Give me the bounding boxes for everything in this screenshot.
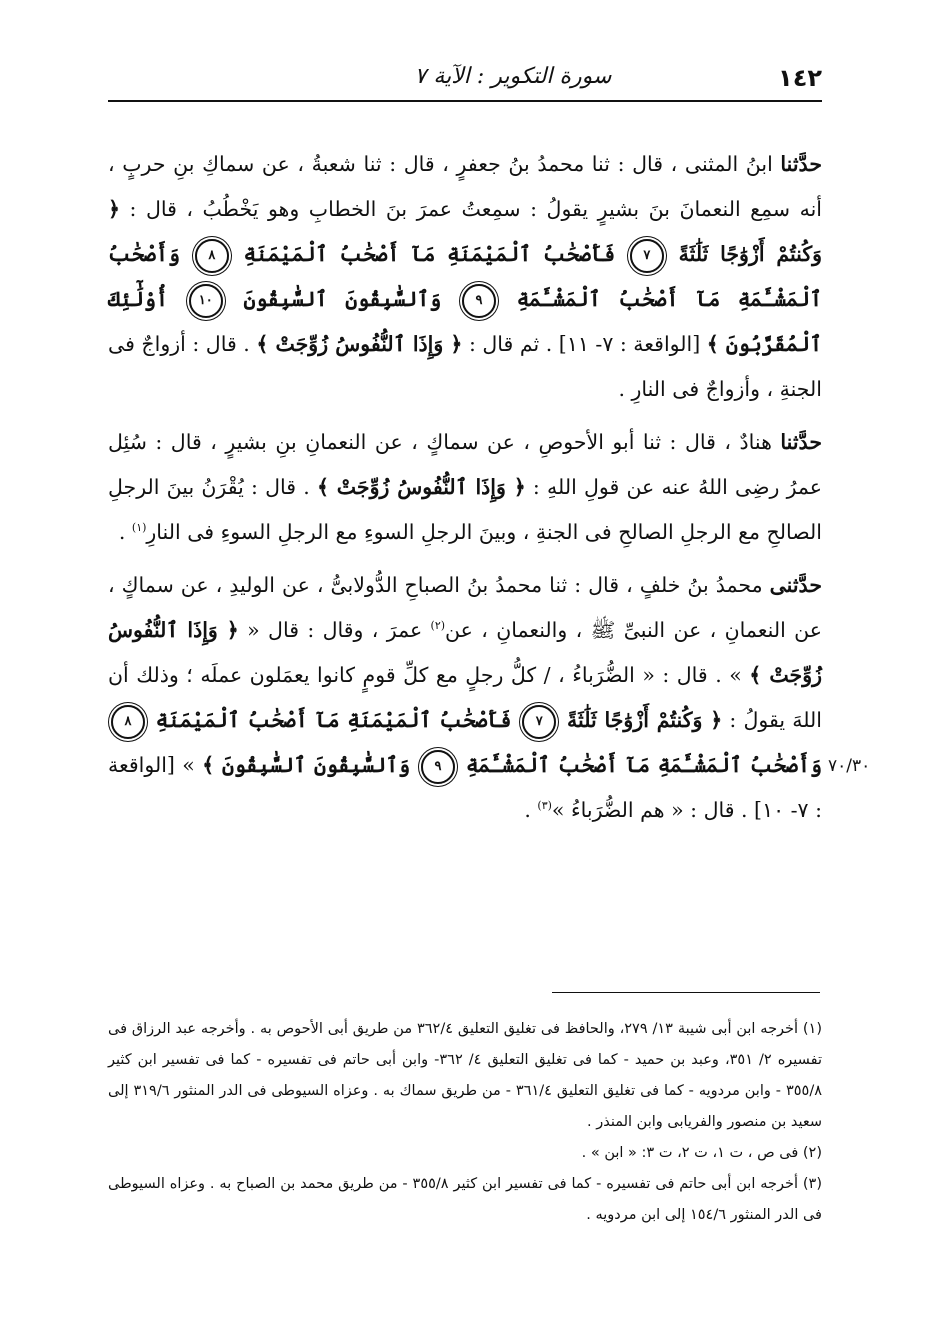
ayah-marker: ٨ (111, 705, 145, 739)
footnote-ref[interactable]: (٣) (537, 799, 552, 813)
footnotes (108, 1014, 822, 1231)
page-header (108, 58, 822, 102)
footnote-ref[interactable]: (٢) (430, 619, 446, 633)
ayah-marker: ٧ (630, 239, 664, 273)
footnote-2: (٢) فى ص ، ت ١، ت ٢، ت ٣: « ابن » . (581, 1145, 822, 1161)
text-span: » . قال : « الضُّرَباءُ ، / كلُّ رجلٍ مع كلِّ قومٍ كانوا يعمَلون عملَه ؛ وذلك أن اللهَ يقولُ : (108, 663, 822, 732)
text-span: ابنُ المثنى ، قال : ثنا محمدُ بنُ جعفرٍ ، قال : ثنا شعبةُ ، عن سماكِ بنِ حربٍ ، أنه سمِع النعمانَ بنَ بشيرٍ يقولُ : سمِعتُ عمرَ بنَ الخطابِ وهو يَخْطُبُ ، قال : (108, 152, 822, 221)
footnote-rule (552, 992, 820, 993)
ayah-marker: ٩ (421, 750, 455, 784)
margin-note: ٧٠/٣٠ (828, 756, 871, 776)
quran-verse: وَٱلسَّٰبِقُونَ ٱلسَّٰبِقُونَ ﴾ (202, 753, 419, 777)
page-number: ١٤٢ (778, 64, 822, 92)
quran-verse: ﴿ وَكُنتُمْ أَزْوَٰجًا ثَلَٰثَةً (108, 197, 822, 266)
quran-verse: فَأَصْحَٰبُ ٱلْمَيْمَنَةِ مَآ أَصْحَٰبُ ٱلْمَيْمَنَةِ (148, 708, 520, 732)
verse-reference: » [الواقعة : ٧- ١٠] . قال : « هم الضُّرَباءُ » (108, 753, 822, 822)
ayah-marker: ٩ (462, 284, 496, 318)
narration-lead: حدَّثنا (780, 152, 822, 176)
footnote-1: (١) أخرجه ابن أبى شيبة ١٣/ ٢٧٩، والحافظ فى تغليق التعليق ٣٦٢/٤ من طريق أبى الأحوص به . وأخرجه عبد الرزاق فى تفسيره ٢/ ٣٥١، وعبد بن حميد - كما فى تغليق التعليق ٤/ ٣٦٢- وابن أبى حاتم فى تفسيره - كما فى تفسير ابن كثير ٣٥٥/٨ - وابن مردويه - كما فى تغليق التعليق ٣٦١/٤ - من طريق سماك به . وعزاه السيوطى فى الدر المنثور ٣١٩/٦ إلى سعيد بن منصور والفريابى وابن المنذر . (108, 1021, 823, 1130)
quran-verse: وَأَصْحَٰبُ ٱلْمَشْـَٔمَةِ مَآ أَصْحَٰبُ ٱلْمَشْـَٔمَةِ (458, 753, 822, 777)
text-span: هنادٌ ، قال : ثنا أبو الأحوصِ ، عن سماكٍ ، عن النعمانِ بنِ بشيرٍ ، قال : سُئِل عمرُ رضِى اللهُ عنه عن قولِ اللهِ : (108, 430, 823, 499)
footnote-ref[interactable]: (١) (131, 521, 147, 535)
running-title: سورة التكوير : الآية ٧ (414, 64, 612, 89)
ayah-marker: ١٠ (189, 284, 223, 318)
verse-reference: [الواقعة : ٧- ١١] . ثم قال : (462, 332, 707, 356)
header-rule (108, 100, 822, 102)
quran-verse: ﴿ وَإِذَا ٱلنُّفُوسُ زُوِّجَتْ ﴾ (316, 475, 526, 499)
ayah-marker: ٧ (522, 705, 556, 739)
paragraph-3 (108, 563, 822, 833)
narration-lead: حدَّثنا (780, 430, 822, 454)
ayah-marker: ٨ (195, 239, 229, 273)
quran-verse: وَٱلسَّٰبِقُونَ ٱلسَّٰبِقُونَ (225, 287, 459, 311)
narration-lead: حدَّثنى (769, 573, 822, 597)
text-span: محمدُ بنُ خلفٍ ، قال : ثنا محمدُ بنُ الصباحِ الدُّولابىُّ ، عن الوليدِ ، عن سماكٍ ، عن النعمانِ ، عن النبىِّ ﷺ ، والنعمانِ ، عن (108, 573, 822, 642)
quran-verse: فَأَصْحَٰبُ ٱلْمَيْمَنَةِ مَآ أَصْحَٰبُ ٱلْمَيْمَنَةِ (231, 242, 627, 266)
quran-verse: ﴿ وَكُنتُمْ أَزْوَٰجًا ثَلَٰثَةً (559, 708, 723, 732)
text-span: . (524, 798, 538, 822)
main-text (108, 142, 822, 841)
paragraph-1 (108, 142, 822, 412)
text-span: عمرَ ، وقال : قال « (238, 618, 431, 642)
quran-verse: وَأَصْحَٰبُ ٱلْمَشْـَٔمَةِ مَآ أَصْحَٰبُ ٱلْمَشْـَٔمَةِ (108, 242, 822, 311)
quran-verse: أُوْلَٰٓئِكَ ٱلْمُقَرَّبُونَ ﴾ (108, 287, 822, 356)
footnote-3: (٣) أخرجه ابن أبى حاتم فى تفسيره - كما فى تفسير ابن كثير ٣٥٥/٨ - من طريق محمد بن الصباح به . وعزاه السيوطى فى الدر المنثور ١٥٤/٦ إلى ابن مردويه . (108, 1176, 822, 1223)
paragraph-2 (108, 420, 822, 555)
text-span: . (118, 520, 132, 544)
text-span: . قال : أزواجٌ فى الجنةِ ، وأزواجٌ فى النارِ . (108, 332, 822, 401)
quran-verse: ﴿ وَإِذَا ٱلنُّفُوسُ زُوِّجَتْ ﴾ (108, 618, 822, 687)
text-span: . قال : يُقْرَنُ بينَ الرجلِ الصالحِ مع الرجلِ الصالحِ فى الجنةِ ، وبينَ الرجلِ السوءِ مع الرجلِ السوءِ فى النارِ (108, 475, 822, 544)
quran-verse: ﴿ وَإِذَا ٱلنُّفُوسُ زُوِّجَتْ ﴾ (256, 332, 463, 356)
